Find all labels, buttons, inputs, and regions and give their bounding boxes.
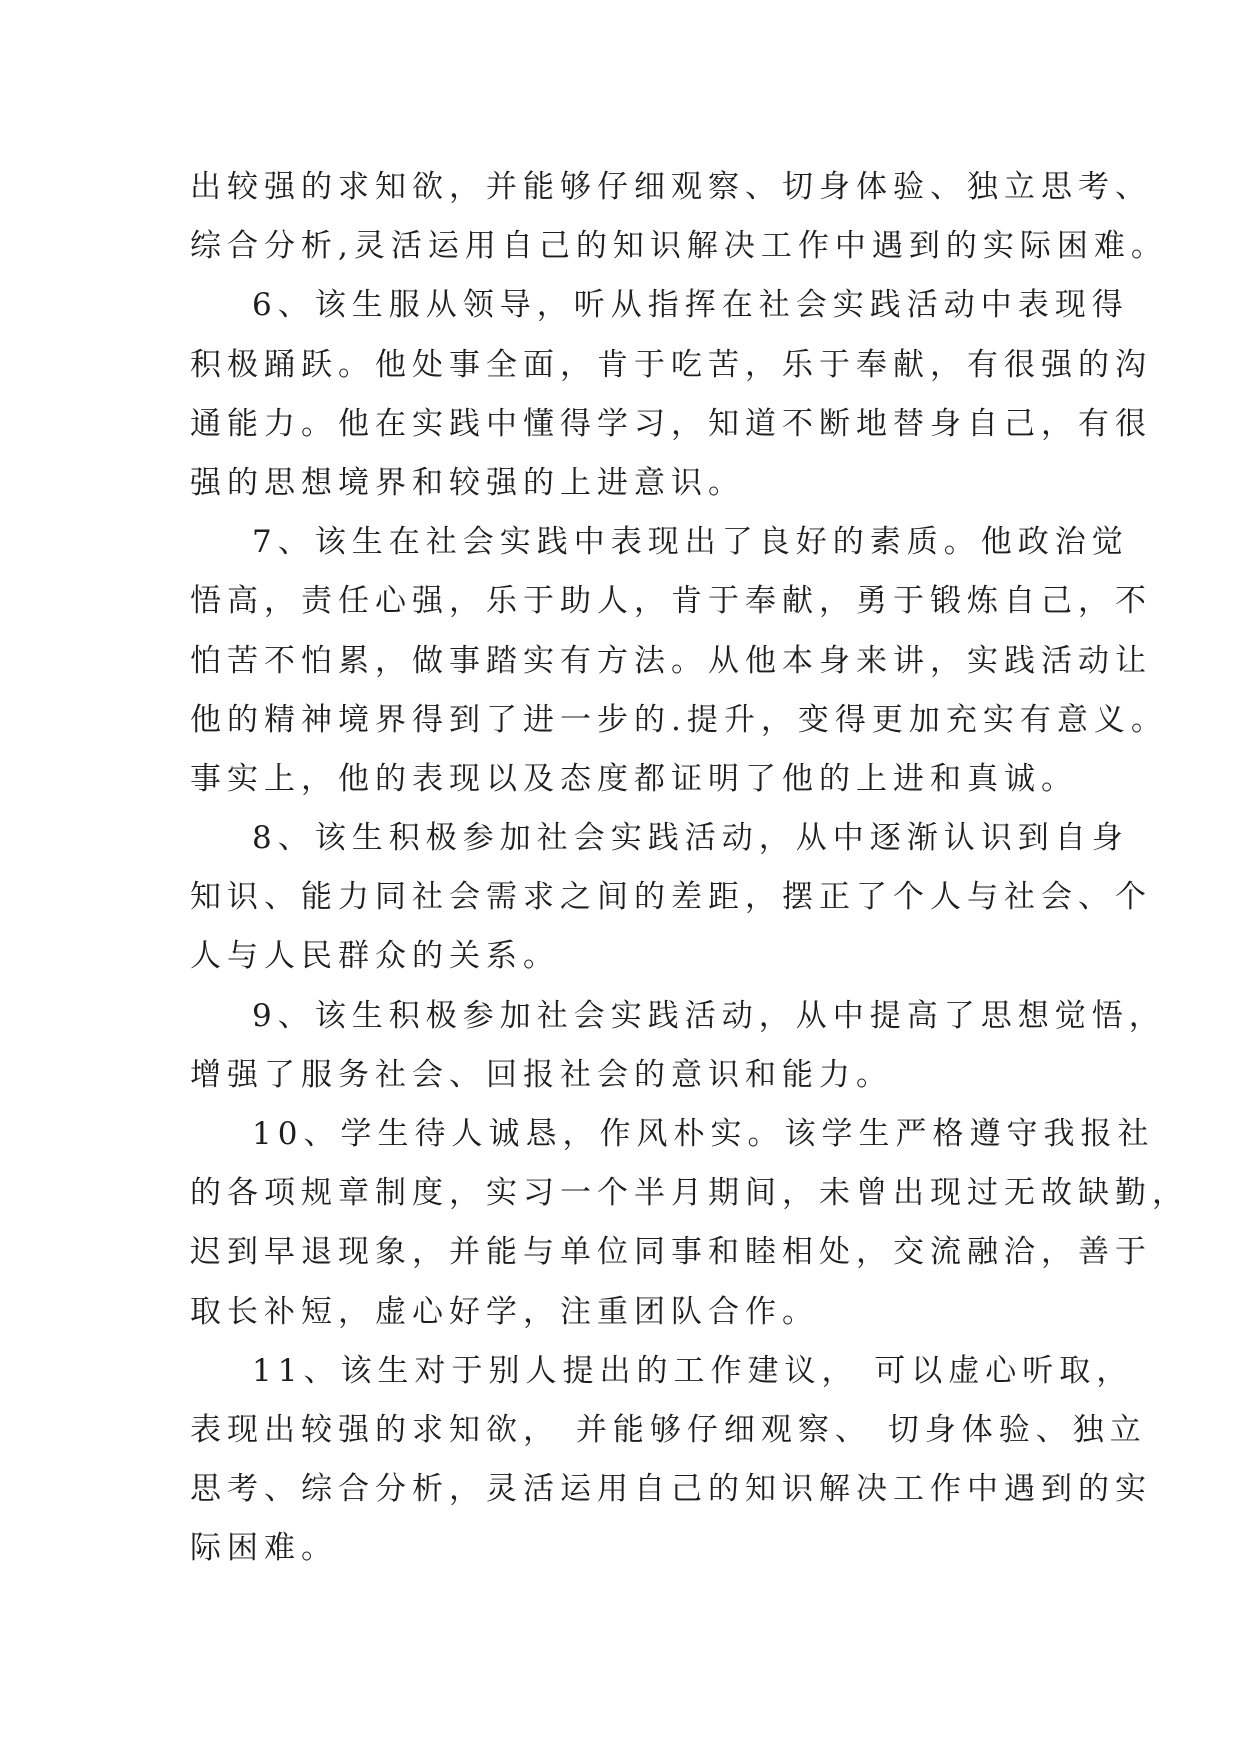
text-line: 他的精神境界得到了进一步的.提升，变得更加充实有意义。 xyxy=(190,701,1168,738)
text-line: 9、该生积极参加社会实践活动，从中提高了思想觉悟， xyxy=(252,997,1166,1034)
text-line: 取长补短，虚心好学，注重团队合作。 xyxy=(190,1293,819,1330)
text-line: 的各项规章制度，实习一个半月期间，未曾出现过无故缺勤， xyxy=(190,1175,1189,1212)
text-line: 思考、综合分析，灵活运用自己的知识解决工作中遇到的实 xyxy=(190,1471,1152,1508)
text-line: 迟到早退现象，并能与单位同事和睦相处，交流融洽，善于 xyxy=(190,1234,1152,1271)
text-line: 6、该生服从领导，听从指挥在社会实践活动中表现得 xyxy=(252,287,1129,324)
text-line: 出较强的求知欲，并能够仔细观察、切身体验、独立思考、 xyxy=(190,169,1152,205)
text-line: 知识、能力同社会需求之间的差距，摆正了个人与社会、个 xyxy=(190,879,1152,916)
text-line: 8、该生积极参加社会实践活动，从中逐渐认识到自身 xyxy=(252,820,1129,857)
text-line: 综合分析,灵活运用自己的知识解决工作中遇到的实际困难。 xyxy=(190,228,1168,265)
text-line: 表现出较强的求知欲， 并能够仔细观察、 切身体验、独立 xyxy=(190,1411,1147,1448)
text-line: 11、该生对于别人提出的工作建议， 可以虚心听取， xyxy=(252,1352,1134,1389)
text-line: 人与人民群众的关系。 xyxy=(190,938,560,975)
text-line: 事实上，他的表现以及态度都证明了他的上进和真诚。 xyxy=(190,760,1078,797)
text-line: 强的思想境界和较强的上进意识。 xyxy=(190,464,745,501)
text-line: 际困难。 xyxy=(190,1530,338,1567)
text-line: 10、学生待人诚恳，作风朴实。该学生严格遵守我报社 xyxy=(252,1116,1155,1152)
text-line: 悟高，责任心强，乐于助人，肯于奉献，勇于锻炼自己，不 xyxy=(190,583,1152,620)
text-line: 怕苦不怕累，做事踏实有方法。从他本身来讲，实践活动让 xyxy=(190,642,1152,679)
document-body xyxy=(190,158,1189,1579)
text-line: 7、该生在社会实践中表现出了良好的素质。他政治觉 xyxy=(252,524,1129,561)
text-line: 增强了服务社会、回报社会的意识和能力。 xyxy=(190,1056,893,1093)
text-line: 通能力。他在实践中懂得学习，知道不断地替身自己，有很 xyxy=(190,405,1152,442)
text-line: 积极踊跃。他处事全面，肯于吃苦，乐于奉献，有很强的沟 xyxy=(190,346,1152,383)
